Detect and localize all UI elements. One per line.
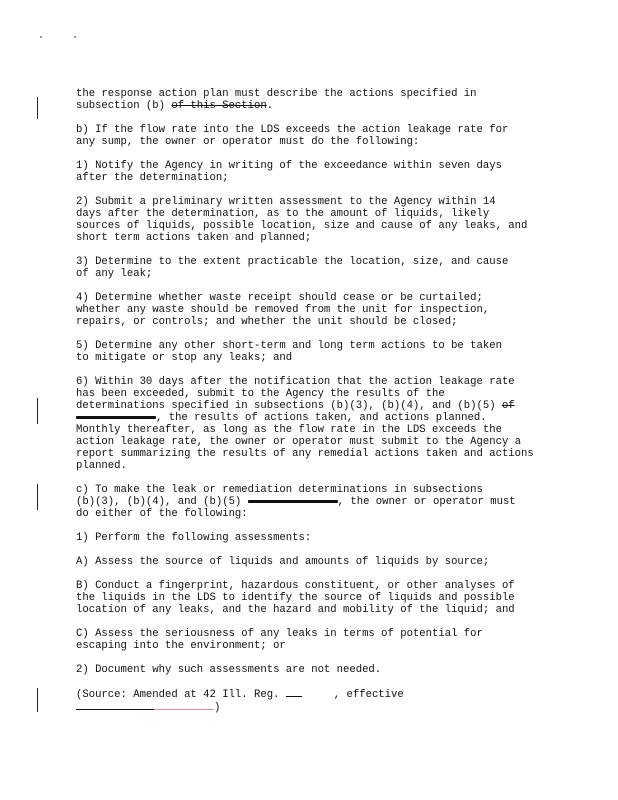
text-line: escaping into the environment; or [76,640,286,652]
scan-speck [40,36,42,38]
text-line: . [266,100,274,112]
text-line: b) If the flow rate into the LDS exceeds the action leakage rate for [76,124,509,136]
text-line: location of any leaks, and the hazard and mobility of the liquid; and [76,604,515,616]
text-line [76,400,546,412]
text-line: report summarizing the results of any remedial actions taken and actions [76,448,534,460]
text-line: 3) Determine to the extent practicable the location, size, and cause [76,256,509,268]
text-line: 1) Perform the following assessments: [76,532,312,544]
revision-bar [37,398,38,424]
blank-field [286,688,302,697]
text-line: 1) Notify the Agency in writing of the exceedance within seven days [76,160,502,172]
paragraph-c2 [76,664,546,676]
text-line: 6) Within 30 days after the notification that the action leakage rate [76,376,515,388]
text-line: after the determination; [76,172,229,184]
paragraph-c [76,484,546,520]
blank-field [76,701,154,710]
text-segment: , the results of actions taken, and actions planned. [156,412,487,424]
text-line: of any leak; [76,268,153,280]
text-line: the response action plan must describe the actions specified in [76,88,477,100]
text-line [76,412,546,424]
text-line: A) Assess the source of liquids and amounts of liquids by source; [76,556,490,568]
text-line [76,701,546,714]
text-line: do either of the following: [76,508,248,520]
scan-speck [74,36,76,38]
source-note [76,688,546,714]
text-line [76,496,546,508]
paragraph-c1 [76,532,546,544]
text-line: 4) Determine whether waste receipt should cease or be curtailed; [76,292,483,304]
revision-bar [37,484,38,510]
text-segment: (b)(3), (b)(4), and (b)(5) [76,496,242,508]
revision-bar [37,97,38,119]
blank-field [154,701,214,710]
text-line: days after the determination, as to the amount of liquids, likely [76,208,490,220]
text-line: 2) Document why such assessments are not needed. [76,664,382,676]
text-segment: ) [214,702,221,714]
struck-text: of [501,400,515,412]
paragraph-b [76,124,546,148]
text-segment: , effective [333,689,404,701]
paragraph-b2 [76,196,546,244]
text-line: C) Assess the seriousness of any leaks in terms of potential for [76,628,483,640]
paragraph-b6 [76,376,546,472]
paragraph [76,100,546,112]
paragraph-b5 [76,340,546,364]
text-line: planned. [76,460,127,472]
text-segment: (Source: Amended at 42 Ill. Reg. [76,689,286,701]
text-line: the liquids in the LDS to identify the source of liquids and possible [76,592,515,604]
redacted-mark [248,500,338,503]
paragraph-cC [76,628,546,652]
struck-text: of this Section [171,100,267,112]
text-segment: , the owner or operator must [337,496,516,508]
text-line: Monthly thereafter, as long as the flow rate in the LDS exceeds the [76,424,502,436]
text-line: subsection (b) [76,100,172,112]
text-line: sources of liquids, possible location, size and cause of any leaks, and [76,220,528,232]
paragraph-cA [76,556,546,568]
revision-bar [37,688,38,712]
document-body [76,88,546,726]
text-line: action leakage rate, the owner or operator must submit to the Agency a [76,436,522,448]
paragraph-cB [76,580,546,616]
text-line: to mitigate or stop any leaks; and [76,352,293,364]
text-line: repairs, or controls; and whether the unit should be closed; [76,316,458,328]
text-line: 5) Determine any other short-term and long term actions to be taken [76,340,502,352]
text-line [76,688,546,701]
paragraph-b3 [76,256,546,280]
text-line: whether any waste should be removed from the unit for inspection, [76,304,490,316]
text-line: any sump, the owner or operator must do the following: [76,136,420,148]
text-segment: determinations specified in subsections (b)(3), (b)(4), and (b)(5) [76,400,502,412]
paragraph-b1 [76,160,546,184]
text-line: B) Conduct a fingerprint, hazardous constituent, or other analyses of [76,580,515,592]
text-line: has been exceeded, submit to the Agency the results of the [76,388,445,400]
text-line: 2) Submit a preliminary written assessment to the Agency within 14 [76,196,496,208]
paragraph-b4 [76,292,546,328]
text-line: c) To make the leak or remediation determinations in subsections [76,484,483,496]
redacted-mark [76,416,156,419]
paragraph [76,88,546,100]
text-line: short term actions taken and planned; [76,232,312,244]
